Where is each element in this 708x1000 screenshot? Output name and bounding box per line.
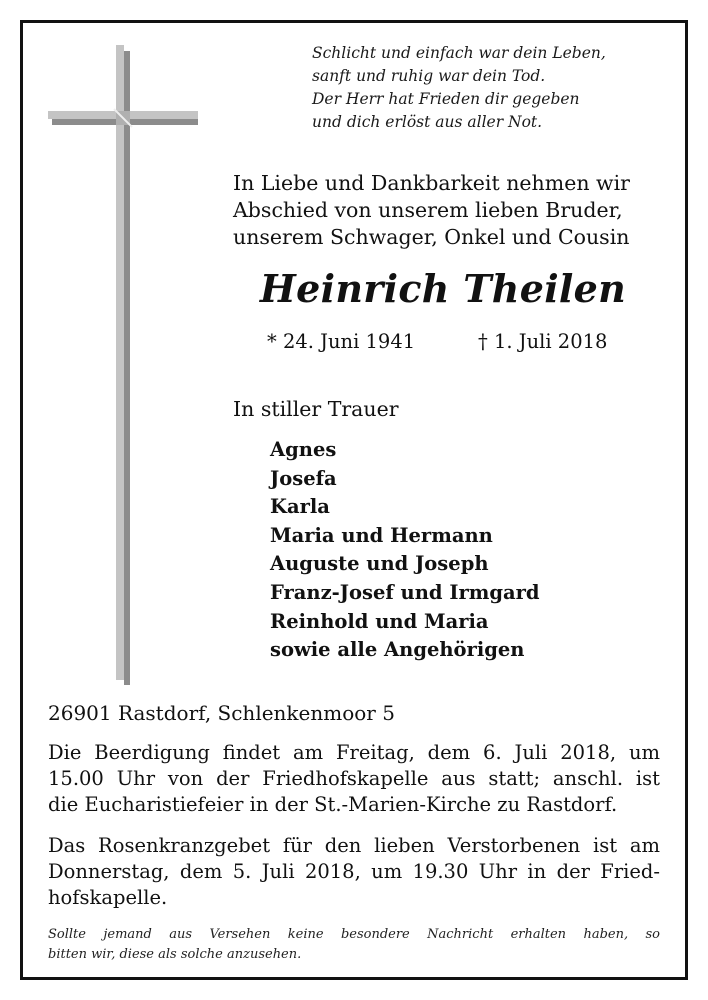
intro-line: In Liebe und Dankbarkeit nehmen wir xyxy=(233,171,630,195)
death-date: † 1. Juli 2018 xyxy=(478,330,608,353)
footnote-line: bitten wir, diese als solche anzusehen. xyxy=(48,947,302,962)
mourning-heading: In stiller Trauer xyxy=(233,397,399,421)
funeral-line: die Eucharistiefeier in der St.-Marien-Kirche zu Rastdorf. xyxy=(48,793,618,816)
footnote xyxy=(48,925,660,965)
poem-line: sanft und ruhig war dein Tod. xyxy=(312,67,546,85)
footnote-line: Sollte jemand aus Versehen keine besondere Nachricht erhalten haben, so xyxy=(48,927,660,942)
cross-vertical-beam-shadow xyxy=(124,51,130,685)
mourners-list xyxy=(270,436,540,665)
funeral-notice xyxy=(48,740,660,818)
mourner-name: Karla xyxy=(270,495,330,519)
rosary-line: hofskapelle. xyxy=(48,886,168,909)
birth-date: * 24. Juni 1941 xyxy=(267,330,416,353)
deceased-name: Heinrich Theilen xyxy=(259,266,627,311)
mourner-name: Agnes xyxy=(270,438,337,461)
funeral-line: 15.00 Uhr von der Friedhofskapelle aus statt; anschl. ist xyxy=(48,767,660,790)
mourner-name: Reinhold und Maria xyxy=(270,609,489,633)
mourner-name: Franz-Josef und Irmgard xyxy=(270,580,540,604)
intro-line: Abschied von unserem lieben Bruder, xyxy=(233,198,623,222)
rosary-line: Donnerstag, dem 5. Juli 2018, um 19.30 Uhr in der Fried- xyxy=(48,860,660,883)
memorial-poem xyxy=(312,42,672,134)
mourner-name: Josefa xyxy=(270,466,337,490)
mourner-name: sowie alle Angehörigen xyxy=(270,638,525,662)
farewell-intro xyxy=(233,170,673,251)
rosary-notice xyxy=(48,833,660,911)
poem-line: und dich erlöst aus aller Not. xyxy=(312,113,543,131)
cross-icon xyxy=(48,45,198,685)
poem-line: Schlicht und einfach war dein Leben, xyxy=(312,44,606,62)
intro-line: unserem Schwager, Onkel und Cousin xyxy=(233,225,630,249)
family-address: 26901 Rastdorf, Schlenkenmoor 5 xyxy=(48,701,395,725)
cross-vertical-beam-light xyxy=(116,45,124,680)
poem-line: Der Herr hat Frieden dir gegeben xyxy=(312,90,580,108)
funeral-line: Die Beerdigung findet am Freitag, dem 6. Juli 2018, um xyxy=(48,741,660,764)
mourner-name: Auguste und Joseph xyxy=(270,552,489,576)
mourner-name: Maria und Hermann xyxy=(270,523,493,547)
rosary-line: Das Rosenkranzgebet für den lieben Verstorbenen ist am xyxy=(48,834,660,857)
